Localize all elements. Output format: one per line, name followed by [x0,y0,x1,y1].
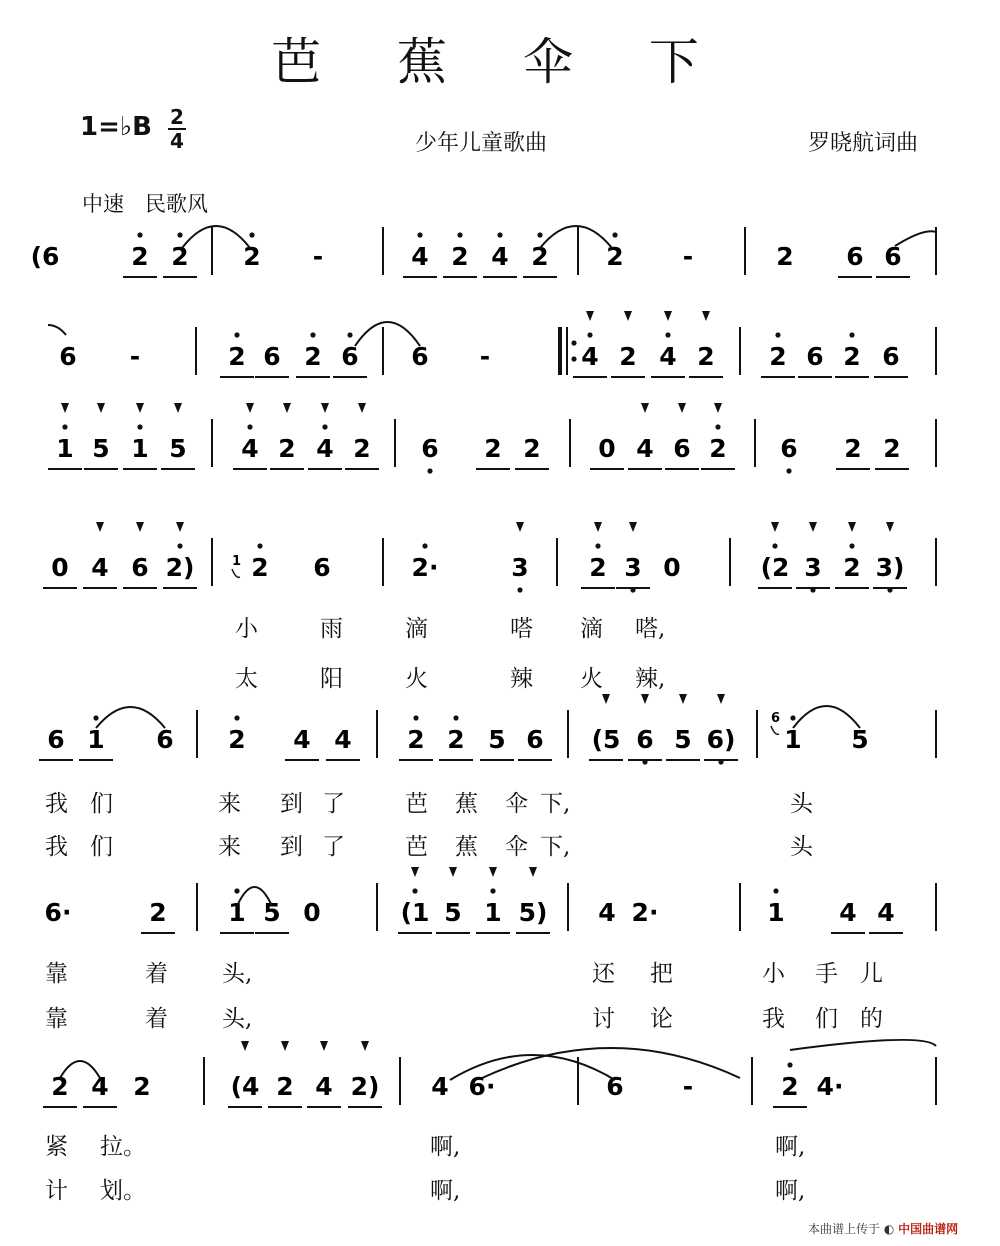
lyric-syllable: 我 [45,834,68,860]
note: 6· [44,898,72,927]
time-signature-top: 2 [170,105,184,129]
octave-dot-below [517,587,522,592]
note: 2 [171,242,189,271]
note: 2 [484,434,502,463]
lyric-syllable: 滴 [580,616,603,642]
octave-dot-above [453,715,458,720]
note: 2 [447,725,465,754]
lyric-syllable: 靠 [45,961,68,987]
lyric-syllable: 们 [90,791,113,817]
note: 5 [92,434,110,463]
note: 4 [659,342,677,371]
lyric-syllable: 划。 [100,1178,146,1204]
watermark-prefix: 本曲谱上传于 [808,1222,881,1236]
note: - [682,1072,694,1101]
note: 2 [589,553,607,582]
lyric-syllable: 啊, [430,1178,461,1204]
time-signature-bottom: 4 [170,129,184,153]
note: 4 [491,242,509,271]
watermark-site: 中国曲谱网 [898,1222,959,1236]
staccato-mark [678,403,686,413]
lyric-syllable: 蕉 [455,834,478,860]
watermark [808,1220,958,1237]
staccato-mark [61,403,69,413]
lyric-syllable: 伞 [505,791,528,817]
lyric-syllable: 火 [405,666,428,692]
note: 2· [631,898,659,927]
note: 2 [531,242,549,271]
staccato-mark [320,1041,328,1051]
key-signature: 1=♭B [80,112,152,142]
note: 2 [843,342,861,371]
note: - [129,342,141,371]
note: 3) [875,553,905,582]
octave-dot-above [715,424,720,429]
staccato-mark [136,522,144,532]
note: 1 [767,898,785,927]
note: 6 [636,725,654,754]
note: 6 [846,242,864,271]
lyric-syllable: 雨 [320,616,343,642]
note: 0 [51,553,69,582]
lyric-syllable: 芭 [405,834,428,860]
staccato-mark [602,694,610,704]
octave-dot-above [234,715,239,720]
note: (5 [591,725,621,754]
note: 6 [131,553,149,582]
note: 6 [421,434,439,463]
octave-dot-above [417,232,422,237]
note: 4 [91,1072,109,1101]
note: 5 [851,725,869,754]
octave-dot-above [177,232,182,237]
lyric-syllable: 嗒 [510,616,533,642]
octave-dot-above [413,715,418,720]
staccato-mark [516,522,524,532]
staccato-mark [449,867,457,877]
note: 1 [131,434,149,463]
note: 2 [353,434,371,463]
octave-dot-above [257,543,262,548]
note: 5 [488,725,506,754]
octave-dot-above [422,543,427,548]
octave-dot-above [790,715,795,720]
staccato-mark [886,522,894,532]
note: 2 [844,434,862,463]
note: 6 [606,1072,624,1101]
lyric-syllable: 头 [790,834,813,860]
note: 2 [304,342,322,371]
lyric-syllable: 啊, [775,1134,806,1160]
lyric-syllable: 来 [218,834,241,860]
note: 6 [313,553,331,582]
repeat-dot [571,356,576,361]
note: 2 [228,725,246,754]
note: 2 [51,1072,69,1101]
octave-dot-above [412,888,417,893]
note: 2 [149,898,167,927]
lyric-syllable: 手 [815,961,838,987]
staccato-mark [641,694,649,704]
lyric-syllable: 们 [815,1006,838,1032]
octave-dot-above [849,543,854,548]
lyric-syllable: 辣 [510,666,533,692]
note: 2) [165,553,195,582]
lyric-syllable: 小 [762,961,785,987]
note: 2 [228,342,246,371]
staccato-mark [629,522,637,532]
lyric-syllable: 我 [762,1006,785,1032]
note: 0 [663,553,681,582]
octave-dot-above [587,332,592,337]
octave-dot-above [347,332,352,337]
lyric-syllable: 靠 [45,1006,68,1032]
note: 2 [133,1072,151,1101]
octave-dot-above [177,543,182,548]
note: 2 [131,242,149,271]
note: 6· [468,1072,496,1101]
note: 5 [263,898,281,927]
octave-dot-above [773,888,778,893]
staccato-mark [586,311,594,321]
note: 6 [526,725,544,754]
lyric-syllable: 来 [218,791,241,817]
octave-dot-above [497,232,502,237]
note: (4 [230,1072,260,1101]
note: 2 [883,434,901,463]
note: 4 [241,434,259,463]
note: 2 [251,553,269,582]
note: 2 [619,342,637,371]
song-title: 芭 蕉 伞 下 [271,33,729,91]
note: 2 [843,553,861,582]
staccato-mark [529,867,537,877]
grace-note: 1 [232,554,242,569]
note: 1 [56,434,74,463]
note: 3 [624,553,642,582]
note: 3 [804,553,822,582]
note: 4 [636,434,654,463]
staccato-mark [96,522,104,532]
note: 4 [411,242,429,271]
lyric-syllable: 到 [280,791,303,817]
lyric-syllable: 芭 [405,791,428,817]
note: 6 [47,725,65,754]
lyric-syllable: 头, [222,961,253,987]
tempo-marking: 中速 民歌风 [82,192,208,216]
slur [793,706,860,728]
staccato-mark [809,522,817,532]
octave-dot-above [137,424,142,429]
note: 0 [303,898,321,927]
staccato-mark [283,403,291,413]
staccato-mark [594,522,602,532]
note: 2 [697,342,715,371]
note: (2 [760,553,790,582]
octave-dot-below [786,468,791,473]
octave-dot-above [234,888,239,893]
octave-dot-above [137,232,142,237]
note: 1 [228,898,246,927]
lyric-syllable: 嗒, [635,616,666,642]
note: 1 [87,725,105,754]
note: 4 [598,898,616,927]
staccato-mark [679,694,687,704]
octave-dot-above [322,424,327,429]
lyric-syllable: 滴 [405,616,428,642]
note: 6 [780,434,798,463]
note: 2 [276,1072,294,1101]
slur [96,707,165,728]
lyric-syllable: 拉。 [100,1134,146,1160]
lyric-syllable: 下, [540,791,571,817]
octave-dot-above [234,332,239,337]
note: (6 [30,242,60,271]
staccato-mark [717,694,725,704]
lyric-syllable: 紧 [45,1134,68,1160]
lyric-syllable: 计 [45,1178,68,1204]
note: 4 [877,898,895,927]
staccato-mark [664,311,672,321]
lyric-syllable: 头, [222,1006,253,1032]
grace-slur [771,726,779,734]
staccato-mark [176,522,184,532]
staccato-mark [241,1041,249,1051]
staccato-mark [281,1041,289,1051]
octave-dot-above [457,232,462,237]
lyric-syllable: 太 [235,666,258,692]
note: 5) [518,898,548,927]
note: 6 [156,725,174,754]
note: 3 [511,553,529,582]
lyric-syllable: 着 [145,1006,168,1032]
note: 2 [769,342,787,371]
note: 4 [334,725,352,754]
staccato-mark [136,403,144,413]
octave-dot-above [772,543,777,548]
song-subtitle: 少年儿童歌曲 [415,131,548,156]
lyric-syllable: 辣, [635,666,666,692]
octave-dot-above [612,232,617,237]
staccato-mark [174,403,182,413]
staccato-mark [714,403,722,413]
note: - [682,242,694,271]
note: 6 [884,242,902,271]
note: 2 [278,434,296,463]
staccato-mark [641,403,649,413]
staccato-mark [361,1041,369,1051]
note: 4 [293,725,311,754]
lyric-syllable: 火 [580,666,603,692]
note: 6 [411,342,429,371]
octave-dot-above [775,332,780,337]
lyric-syllable: 们 [90,834,113,860]
lyric-syllable: 阳 [320,666,343,692]
staccato-mark [358,403,366,413]
note: 4 [316,434,334,463]
note: 5 [674,725,692,754]
lyric-syllable: 了 [322,791,345,817]
lyric-syllable: 啊, [430,1134,461,1160]
staccato-mark [771,522,779,532]
note: 6 [59,342,77,371]
note: 2) [350,1072,380,1101]
lyric-syllable: 把 [650,961,673,987]
note: 4 [91,553,109,582]
staccato-mark [411,867,419,877]
lyric-syllable: 下, [540,834,571,860]
note: 2 [776,242,794,271]
lyric-syllable: 着 [145,961,168,987]
grace-slur [232,569,240,577]
note: 6 [341,342,359,371]
note: 2 [451,242,469,271]
staccato-mark [489,867,497,877]
lyric-syllable: 讨 [592,1006,615,1032]
note: 4· [816,1072,844,1101]
note: 6) [706,725,736,754]
lyric-syllable: 小 [235,616,258,642]
octave-dot-above [595,543,600,548]
lyric-syllable: 到 [280,834,303,860]
note: 2 [407,725,425,754]
octave-dot-above [665,332,670,337]
lyric-syllable: 了 [322,834,345,860]
octave-dot-above [537,232,542,237]
note: - [479,342,491,371]
note: 2 [709,434,727,463]
staccato-mark [624,311,632,321]
note: (1 [400,898,430,927]
note: 2 [243,242,261,271]
note: 4 [839,898,857,927]
note: 1 [484,898,502,927]
octave-dot-above [490,888,495,893]
grace-note: 6 [771,711,781,726]
staccato-mark [848,522,856,532]
staccato-mark [246,403,254,413]
note: 2 [606,242,624,271]
lyric-syllable: 的 [860,1006,883,1032]
note: 2· [411,553,439,582]
tie [790,1040,936,1050]
note: 4 [581,342,599,371]
note: 6 [806,342,824,371]
staccato-mark [702,311,710,321]
note: 2 [781,1072,799,1101]
note: 6 [263,342,281,371]
lyric-syllable: 伞 [505,834,528,860]
octave-dot-above [849,332,854,337]
note: 4 [431,1072,449,1101]
slur [182,226,250,248]
lyric-syllable: 头 [790,791,813,817]
lyric-syllable: 还 [592,961,615,987]
note: 6 [882,342,900,371]
octave-dot-above [787,1062,792,1067]
note: 5 [444,898,462,927]
tie-continuation [48,325,66,335]
note: 6 [673,434,691,463]
note: 4 [315,1072,333,1101]
note: - [312,242,324,271]
slur [540,226,612,248]
octave-dot-below [427,468,432,473]
repeat-dot [571,340,576,345]
lyricist-composer-credit: 罗晓航词曲 [808,131,919,156]
octave-dot-above [310,332,315,337]
lyric-syllable: 我 [45,791,68,817]
note: 1 [784,725,802,754]
lyric-syllable: 论 [650,1006,673,1032]
watermark-logo-icon: ◐ [883,1222,895,1236]
note: 5 [169,434,187,463]
octave-dot-above [249,232,254,237]
lyric-syllable: 蕉 [455,791,478,817]
slur [355,322,420,346]
staccato-mark [321,403,329,413]
note: 2 [523,434,541,463]
note: 0 [598,434,616,463]
staccato-mark [97,403,105,413]
octave-dot-above [247,424,252,429]
lyric-syllable: 儿 [860,961,883,987]
lyric-syllable: 啊, [775,1178,806,1204]
octave-dot-above [93,715,98,720]
octave-dot-above [62,424,67,429]
